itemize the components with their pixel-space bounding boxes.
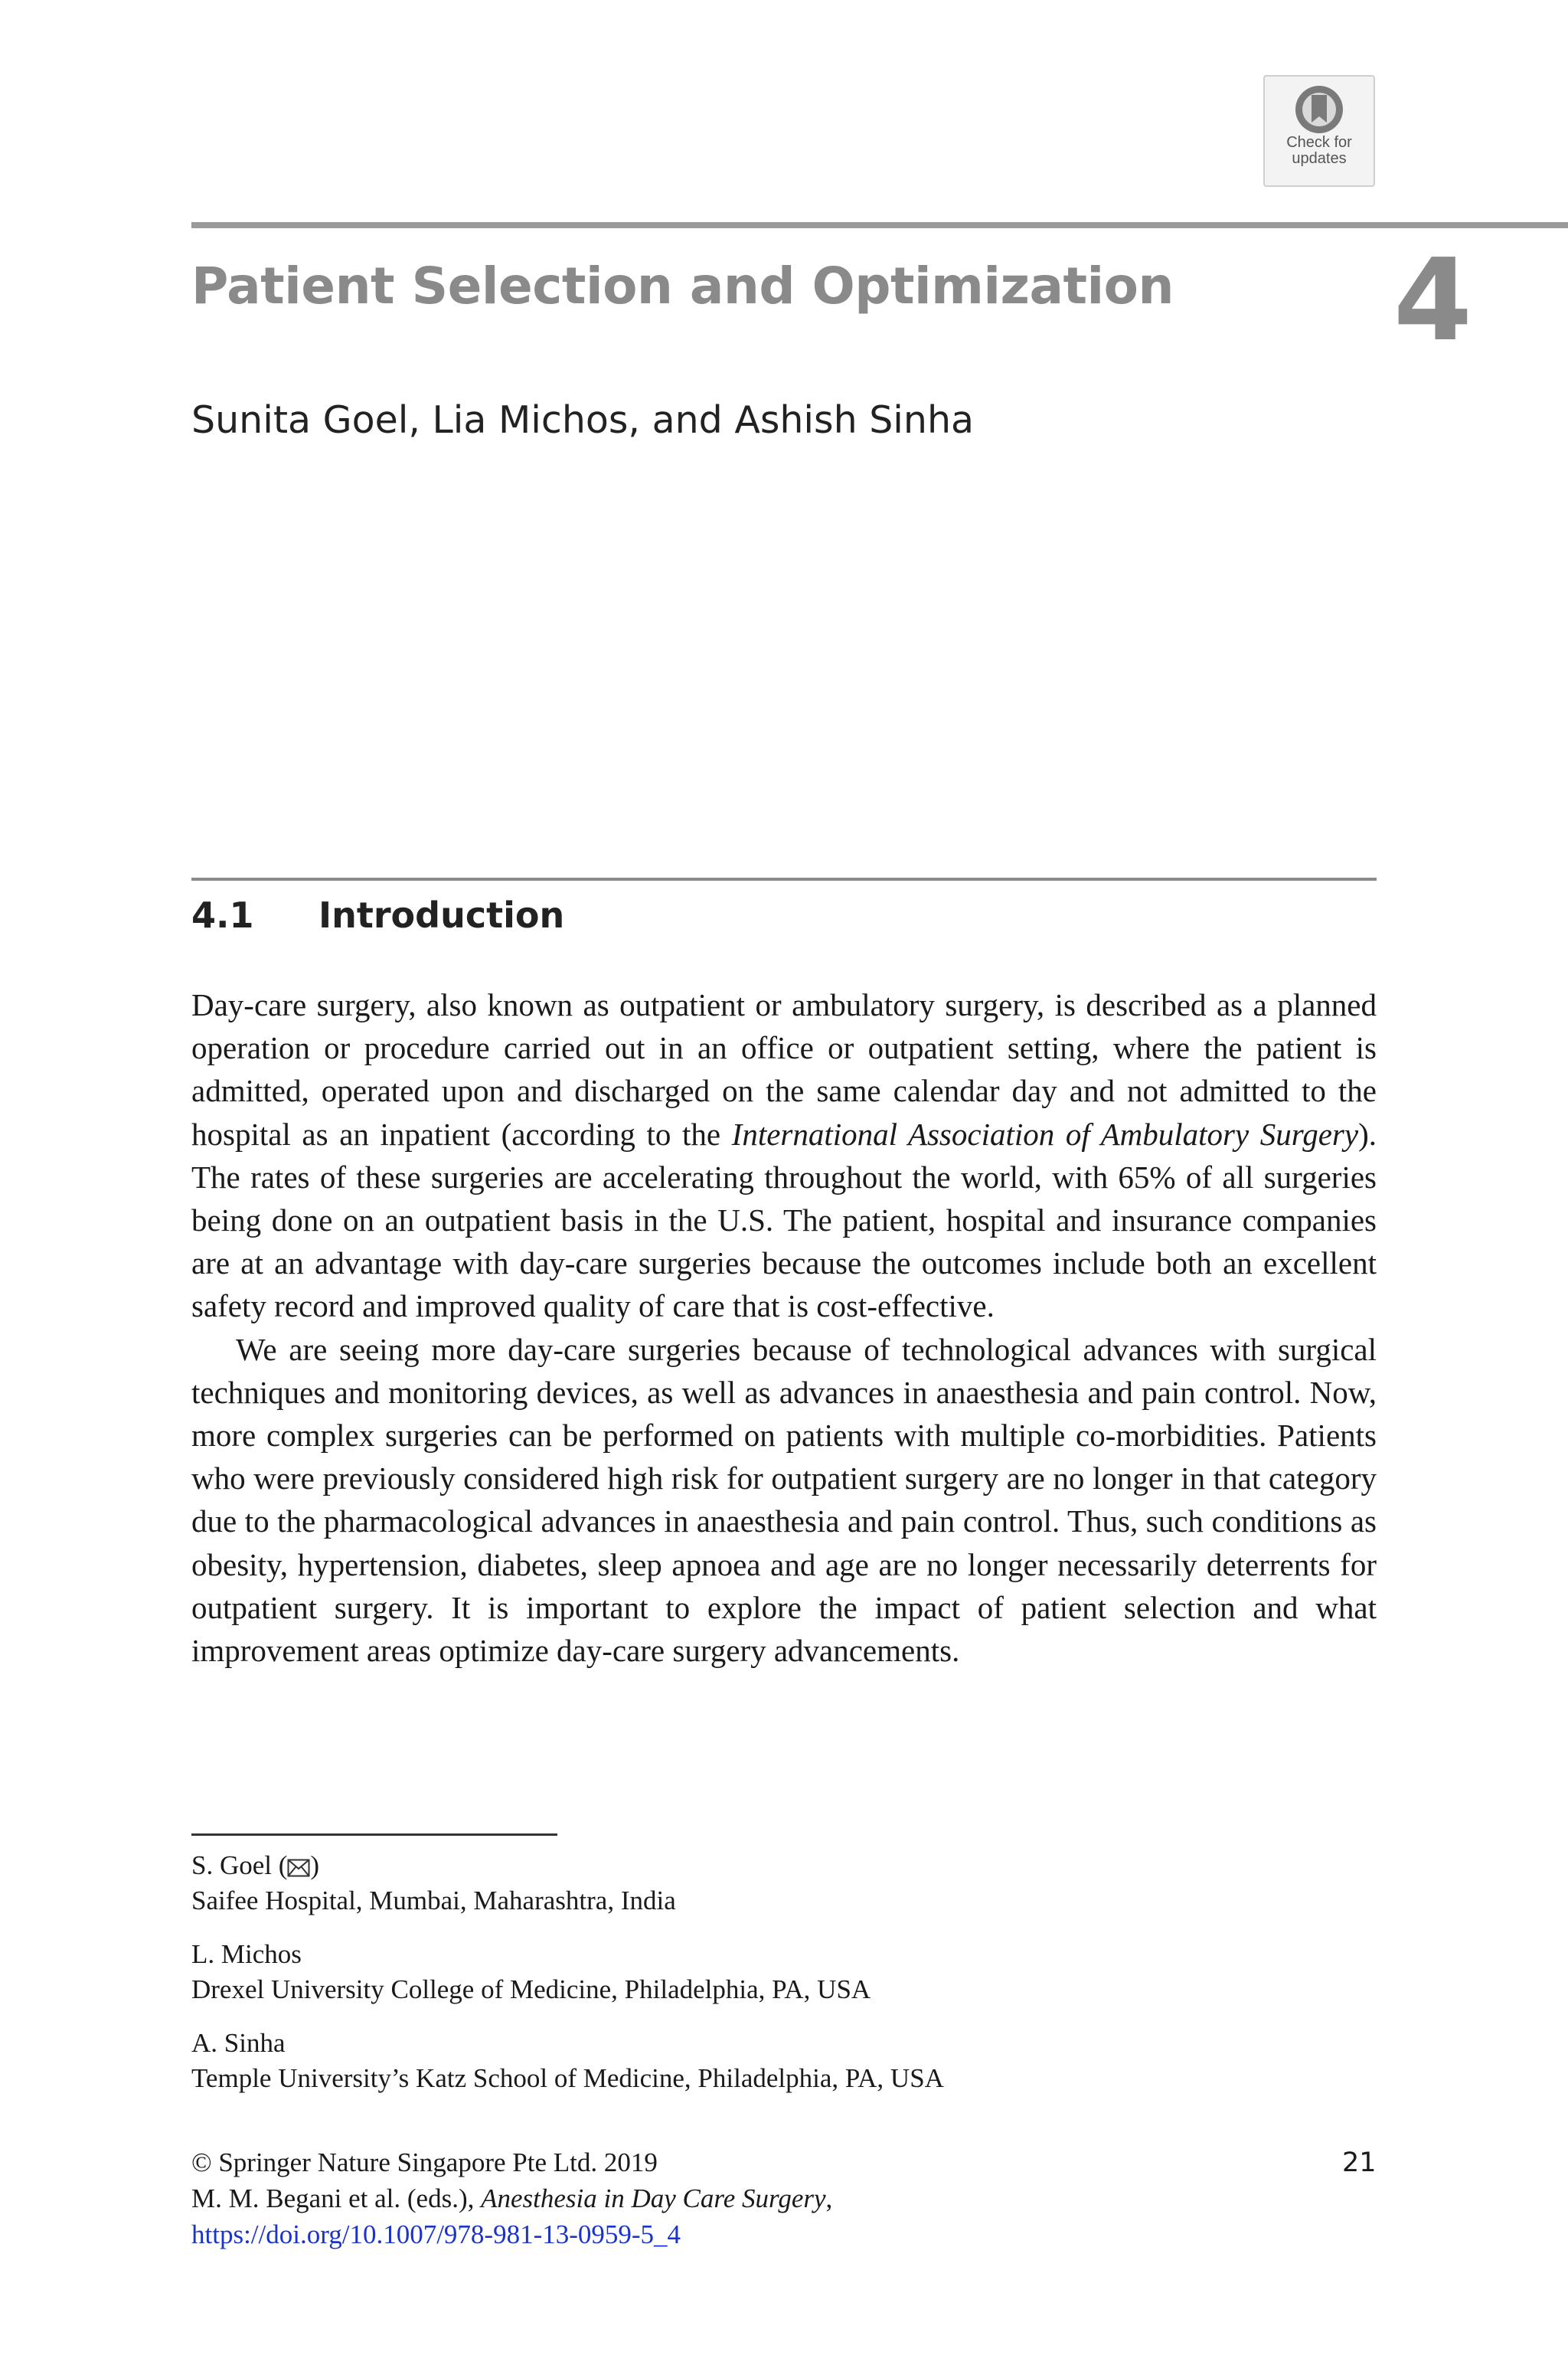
paragraph-1-part-a: Day-care surgery, also known as outpatient or ambulatory surgery, is described as a planned operation or procedure carried out in an office or outpatient setting, where the patient is admitted, operated upon and discharged on the same calendar day and not admitted to the hospital as an inpatient (according to the <box>191 987 1377 1152</box>
affiliation-goel <box>191 1848 676 1918</box>
doi-link[interactable]: https://doi.org/10.1007/978-981-13-0959-5_4 <box>191 2219 681 2249</box>
chapter-number: 4 <box>1393 234 1472 366</box>
body-text <box>191 983 1377 1672</box>
author-name-michos: L. Michos <box>191 1939 302 1969</box>
affiliation-sinha <box>191 2026 944 2096</box>
badge-label-line1: Check for <box>1286 134 1352 151</box>
citation-prefix: M. M. Begani et al. (eds.), <box>191 2183 482 2213</box>
citation-line <box>191 2180 832 2216</box>
bookmark-ribbon-icon <box>1294 84 1344 135</box>
affiliation-michos <box>191 1937 871 2007</box>
footnote-rule <box>191 1833 557 1836</box>
section-title: Introduction <box>318 895 565 936</box>
paragraph-1-italic: International Association of Ambulatory Surgery <box>731 1116 1359 1152</box>
institution-michos: Drexel University College of Medicine, Philadelphia, PA, USA <box>191 1974 871 2004</box>
chapter-authors: Sunita Goel, Lia Michos, and Ashish Sinha <box>191 398 975 442</box>
copyright-line: © Springer Nature Singapore Pte Ltd. 2019 <box>191 2147 658 2177</box>
section-heading <box>191 895 564 936</box>
check-for-updates-badge[interactable] <box>1263 75 1375 187</box>
envelope-icon[interactable] <box>287 1859 310 1877</box>
institution-sinha: Temple University’s Katz School of Medicine, Philadelphia, PA, USA <box>191 2063 944 2093</box>
chapter-top-rule <box>191 222 1568 228</box>
institution-goel: Saifee Hospital, Mumbai, Maharashtra, India <box>191 1886 676 1915</box>
citation-suffix: , <box>825 2183 833 2213</box>
chapter-title: Patient Selection and Optimization <box>191 257 1174 316</box>
paragraph-2: We are seeing more day-care surgeries because of technological advances with surgical techniques and monitoring devices, as well as advances in anaesthesia and pain control. Now, more complex surgeries can be performed on patients with multiple co-morbidities. Patients who were previously considered high risk for outpatient surgery are no longer in that category due to the pharmacological advances in anaesthesia and pain control. Thus, such conditions as obesity, hypertension, diabetes, sleep apnoea and age are no longer necessarily deterrents for outpatient surgery. It is important to explore the impact of patient selection and what improvement areas optimize day-care surgery advancements. <box>191 1331 1377 1669</box>
copyright-block <box>191 2144 832 2252</box>
section-number: 4.1 <box>191 895 254 936</box>
book-title: Anesthesia in Day Care Surgery <box>481 2183 826 2213</box>
author-name-goel <box>191 1848 676 1883</box>
author-name-sinha: A. Sinha <box>191 2028 286 2058</box>
section-rule <box>191 878 1377 881</box>
page-number: 21 <box>1342 2147 1377 2178</box>
badge-label-line2: updates <box>1292 150 1347 167</box>
author-name-goel-text: S. Goel ( <box>191 1850 288 1880</box>
author-name-goel-suffix: ) <box>310 1850 320 1880</box>
paragraph-1 <box>191 983 1377 1328</box>
paragraph-1-part-b: ). The rates of these surgeries are accelerating throughout the world, with 65% of all surgeries being done on an outpatient basis in the U.S. The patient, hospital and insurance companies are at an advantage with day-care surgeries because the outcomes include both an excellent safety record and improved quality of care that is cost-effective. <box>191 1116 1377 1324</box>
